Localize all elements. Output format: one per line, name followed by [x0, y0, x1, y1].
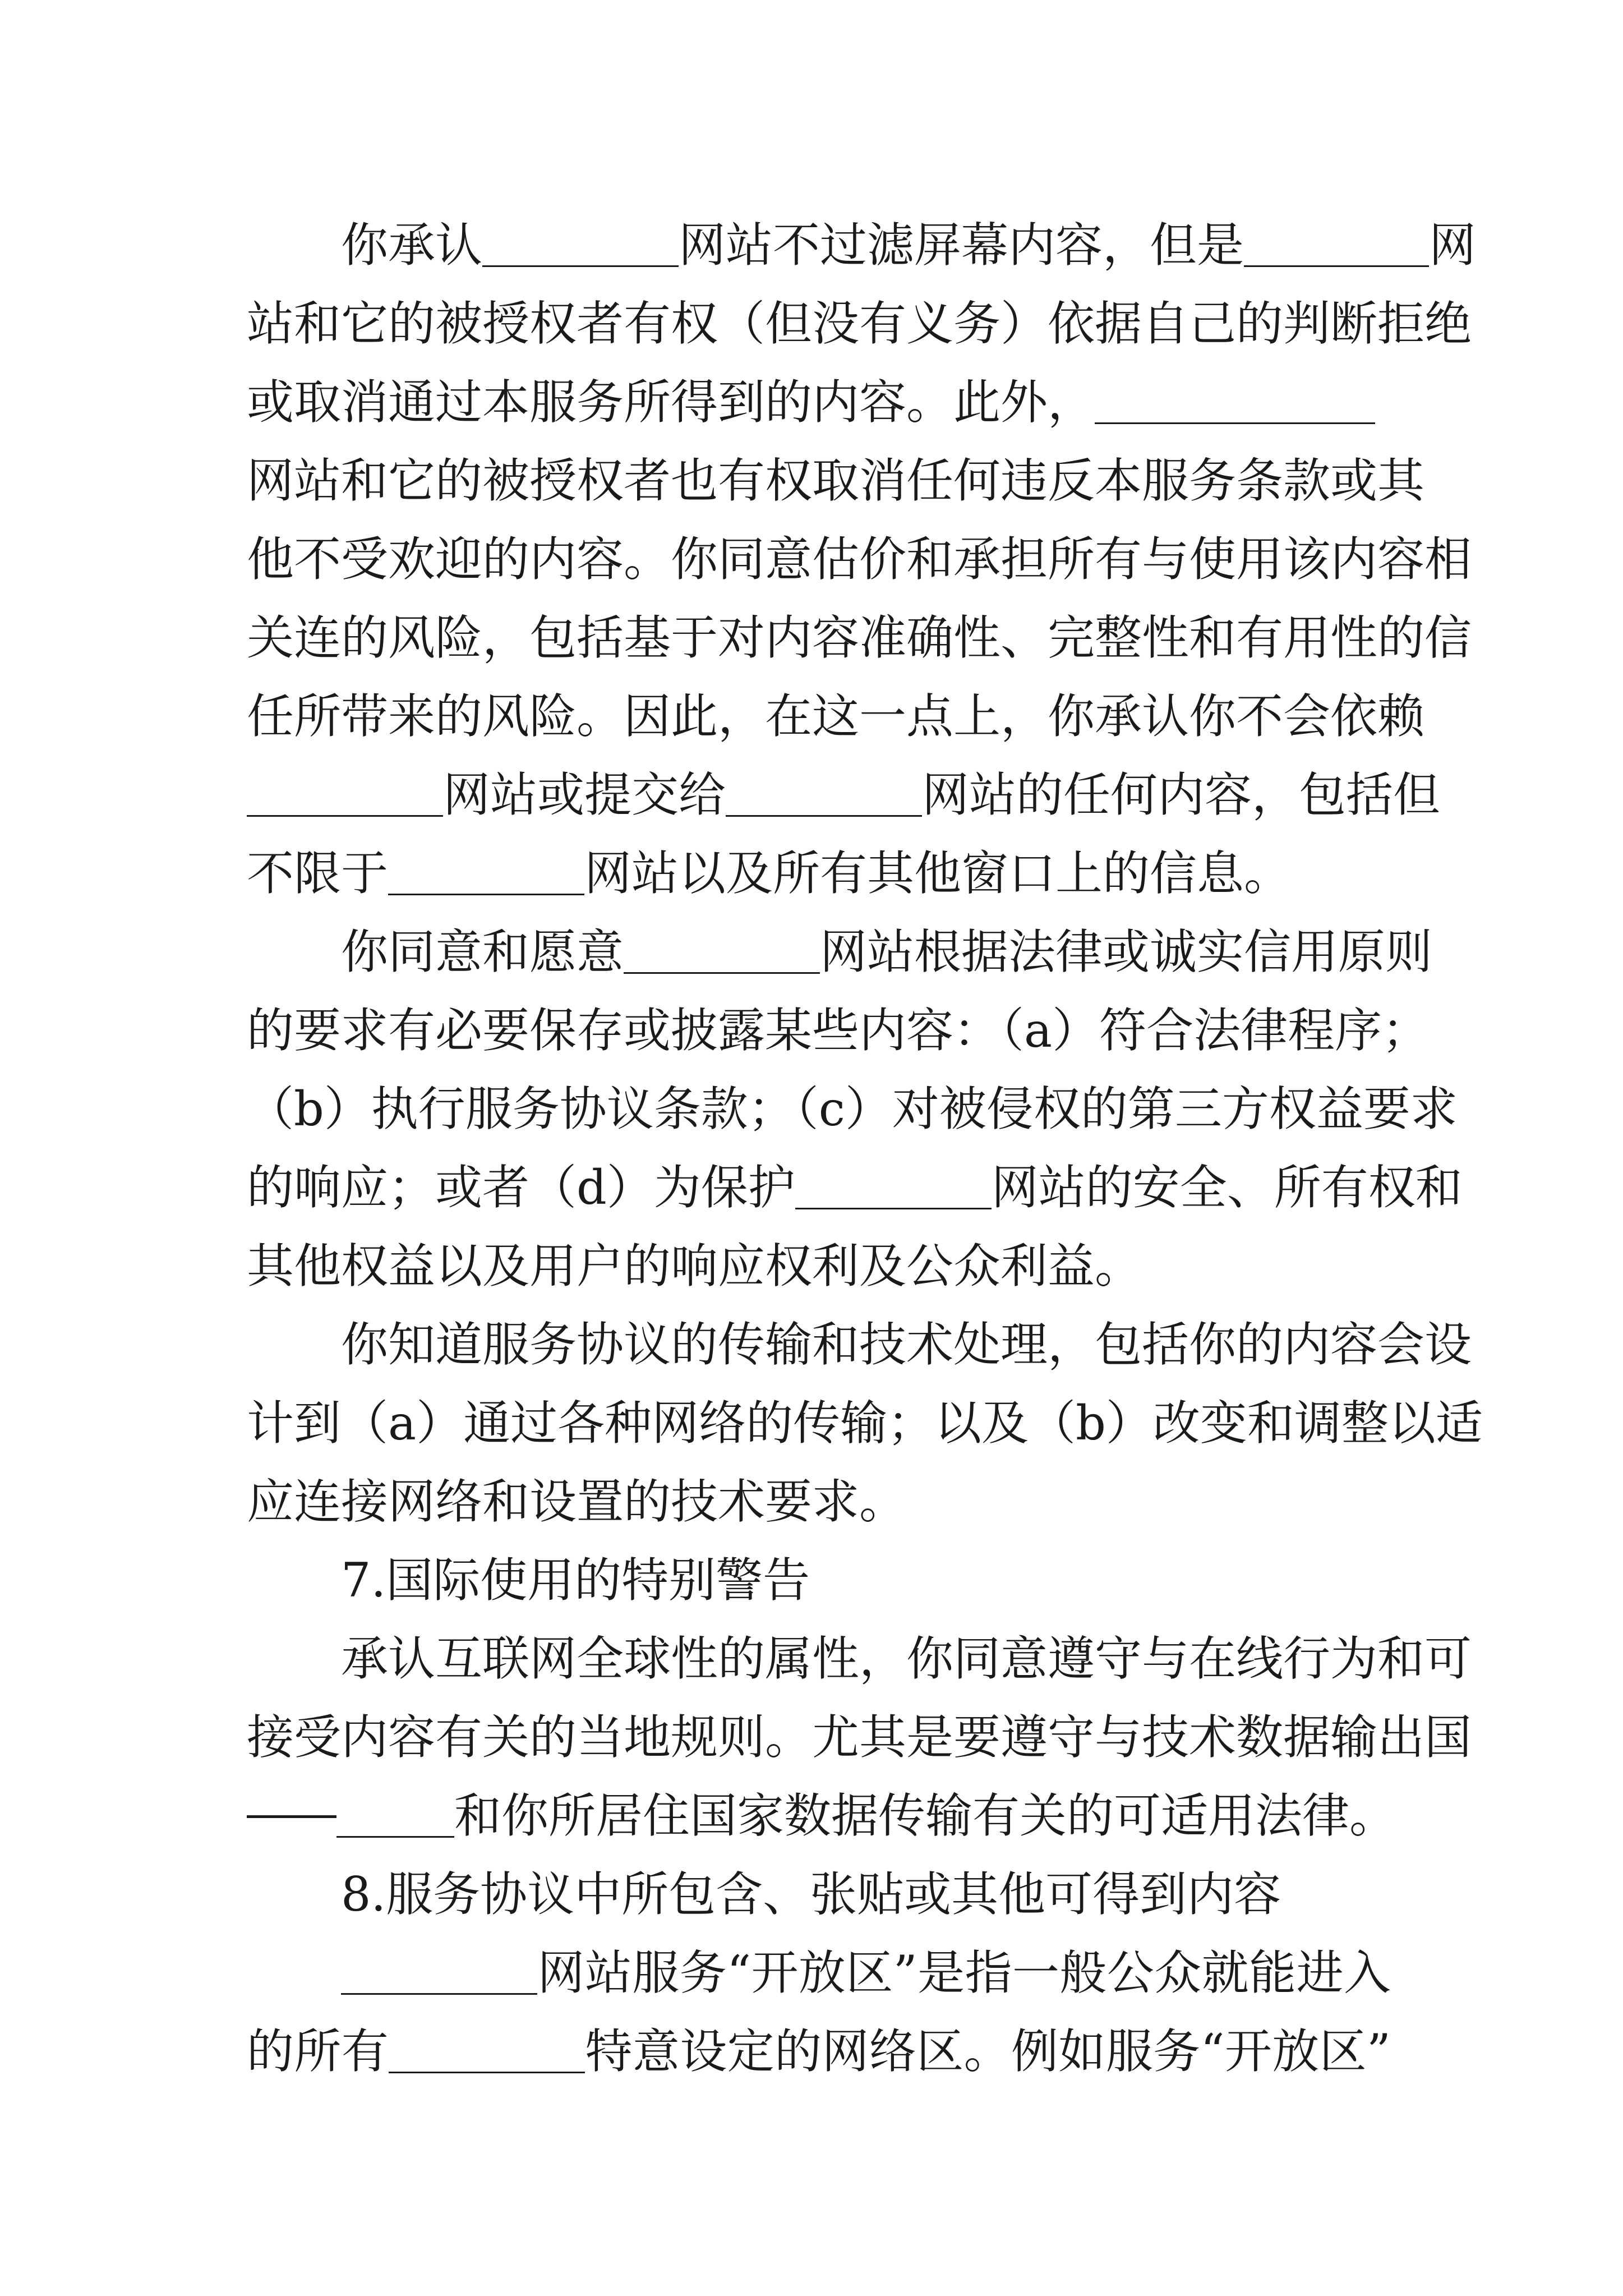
text-line	[247, 520, 1472, 599]
fill-in-blank	[482, 218, 679, 267]
fill-in-blank	[389, 2024, 585, 2073]
text-run: 站和它的被授权者有权（但没有义务）依据自己的判断拒绝	[247, 296, 1472, 351]
text-run: 和你所居住国家数据传输有关的可适用法律。	[454, 1788, 1397, 1843]
section-heading	[247, 1541, 1391, 1619]
text-run: 网站根据法律或诚实信用原则	[820, 924, 1433, 979]
fill-in-blank	[247, 768, 443, 817]
text-run: 网站不过滤屏幕内容，但是	[679, 218, 1244, 273]
text-line	[247, 1148, 1463, 1227]
text-run: 的响应；或者（d）为保护	[247, 1160, 795, 1215]
text-line	[247, 1462, 1391, 1541]
fill-in-blank	[388, 846, 584, 895]
text-run: 关连的风险，包括基于对内容准确性、完整性和有用性的信	[247, 610, 1472, 665]
text-run: 接受内容有关的当地规则。尤其是要遵守与技术数据输出国	[247, 1710, 1472, 1765]
text-run: 特意设定的网络区。例如服务“开放区”	[585, 2024, 1391, 2079]
text-run: 任所带来的风险。因此，在这一点上，你承认你不会依赖	[247, 689, 1425, 744]
text-line	[247, 991, 1430, 1070]
text-run: 的要求有必要保存或披露某些内容：（a）符合法律程序；	[247, 1003, 1430, 1058]
text-run: 网站或提交给	[443, 767, 726, 822]
text-line	[247, 1698, 1472, 1777]
text-line	[247, 677, 1425, 756]
text-line	[247, 1070, 1458, 1148]
text-run: 你同意和愿意	[341, 924, 624, 979]
text-run: 你知道服务协议的传输和技术处理，包括你的内容会设	[341, 1317, 1472, 1372]
text-line	[247, 1777, 1397, 1855]
fill-in-blank	[336, 1789, 454, 1838]
text-run: （b）执行服务协议条款；（c）对被侵权的第三方权益要求	[247, 1082, 1458, 1137]
text-run: 网站以及所有其他窗口上的信息。	[584, 846, 1292, 901]
text-line	[247, 913, 1433, 991]
text-run: 7.国际使用的特别警告	[341, 1553, 810, 1608]
text-run: 不限于	[247, 846, 389, 901]
fill-in-blank	[726, 768, 922, 817]
text-run: 网	[1429, 218, 1477, 273]
em-dash	[247, 1791, 336, 1838]
fill-in-blank	[1244, 218, 1429, 267]
text-line	[247, 441, 1425, 520]
text-line	[247, 284, 1472, 363]
fill-in-blank	[624, 925, 820, 974]
text-run: 网站的任何内容，包括但	[922, 767, 1441, 822]
text-line	[247, 1934, 1391, 2012]
section-heading	[247, 1855, 1391, 1934]
text-run: 计到（a）通过各种网络的传输；以及（b）改变和调整以适	[247, 1396, 1483, 1451]
text-line	[247, 599, 1472, 677]
text-line	[247, 1227, 1391, 1305]
text-run: 网站的安全、所有权和	[991, 1160, 1463, 1215]
text-run: 的所有	[247, 2024, 389, 2079]
fill-in-blank	[1095, 375, 1375, 424]
text-line	[247, 363, 1391, 441]
text-run: 应连接网络和设置的技术要求。	[247, 1474, 907, 1529]
text-run: 网站服务“开放区”是指一般公众就能进入	[537, 1945, 1391, 2000]
text-line	[247, 756, 1441, 834]
text-run: 你承认	[341, 218, 483, 273]
text-run: 其他权益以及用户的响应权利及公众利益。	[247, 1239, 1142, 1294]
text-run: 8.服务协议中所包含、张贴或其他可得到内容	[341, 1867, 1281, 1922]
fill-in-blank	[341, 1946, 537, 1995]
text-line	[247, 1305, 1472, 1384]
text-run: 网站和它的被授权者也有权取消任何违反本服务条款或其	[247, 453, 1425, 508]
text-line	[247, 206, 1477, 284]
text-line	[247, 1384, 1483, 1462]
text-line	[247, 2012, 1391, 2091]
text-line	[247, 834, 1391, 913]
fill-in-blank	[795, 1161, 992, 1209]
text-run: 他不受欢迎的内容。你同意估价和承担所有与使用该内容相	[247, 532, 1472, 587]
text-line	[247, 1619, 1472, 1698]
text-run: 承认互联网全球性的属性，你同意遵守与在线行为和可	[341, 1631, 1472, 1686]
text-run: 或取消通过本服务所得到的内容。此外，	[247, 375, 1095, 430]
